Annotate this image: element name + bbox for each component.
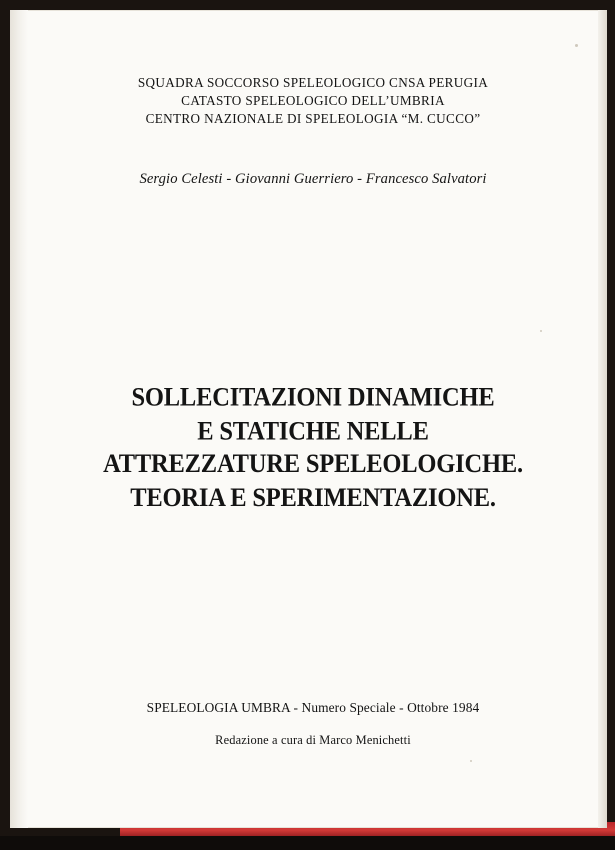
bottom-shadow	[0, 836, 615, 850]
institution-line: CENTRO NAZIONALE DI SPELEOLOGIA “M. CUCCO”	[145, 111, 481, 126]
title-line: ATTREZZATURE SPELEOLOGICHE.	[103, 449, 523, 479]
cover-content	[28, 10, 598, 828]
institution-line: SQUADRA SOCCORSO SPELEOLOGICO CNSA PERUGIA	[137, 75, 489, 90]
cover-right-edge	[598, 10, 607, 828]
institutions-block	[28, 74, 598, 128]
authors: Sergio Celesti - Giovanni Guerriero - Francesco Salvatori	[139, 171, 487, 187]
title-line: SOLLECITAZIONI DINAMICHE	[131, 383, 495, 412]
spine-shadow	[10, 10, 28, 828]
institution-line: CATASTO SPELEOLOGICO DELL’UMBRIA	[181, 93, 445, 108]
title-line: TEORIA E SPERIMENTAZIONE.	[130, 483, 496, 512]
series-info: SPELEOLOGIA UMBRA - Numero Speciale - Ottobre 1984	[146, 700, 480, 715]
title-line: E STATICHE NELLE	[197, 416, 429, 446]
book-title	[28, 381, 598, 515]
editor-credit: Redazione a cura di Marco Menichetti	[215, 733, 411, 747]
